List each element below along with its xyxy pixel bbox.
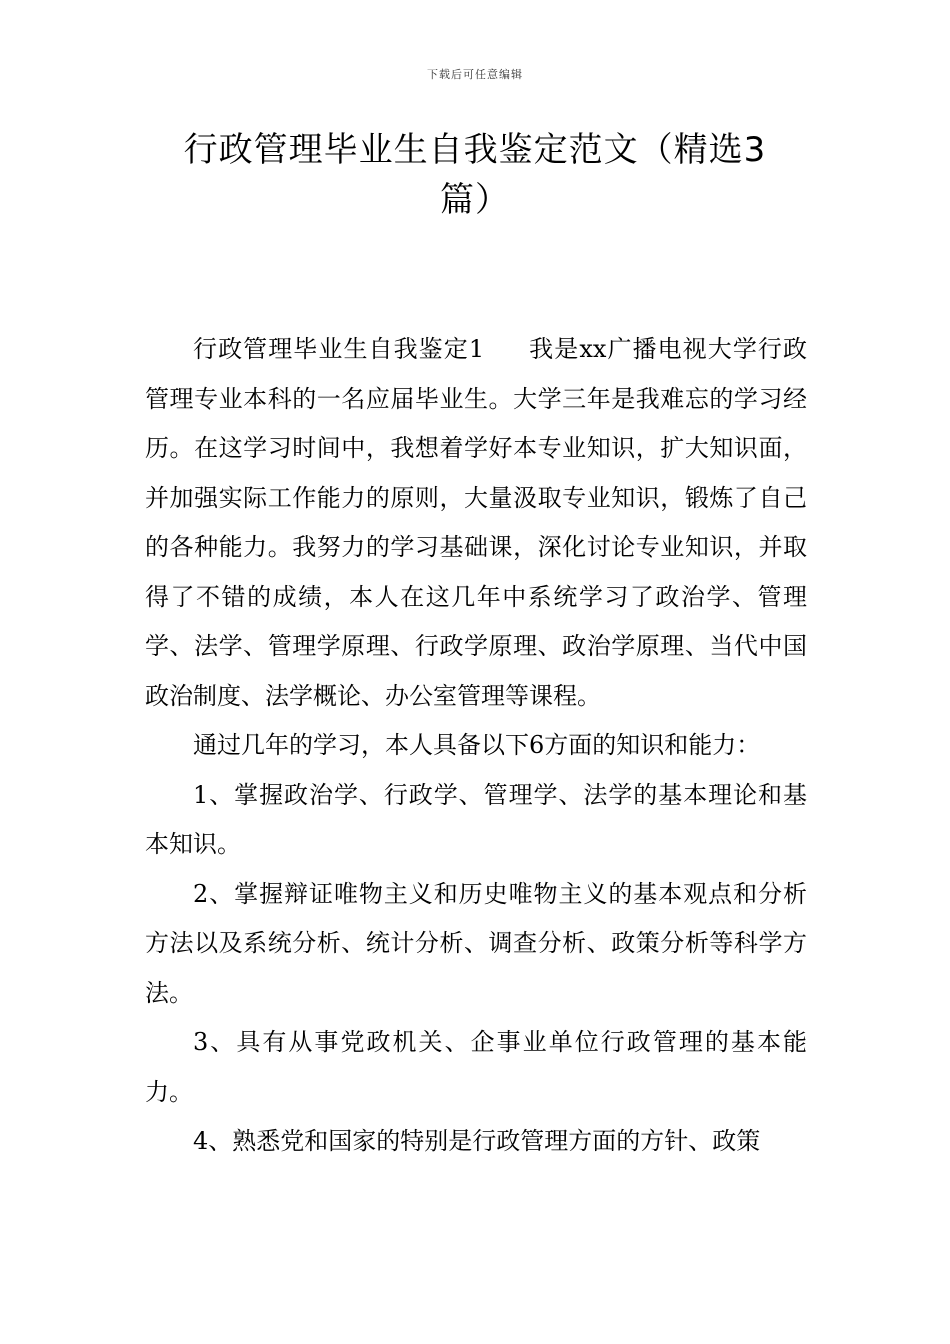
paragraph: 通过几年的学习，本人具备以下6方面的知识和能力： (193, 731, 761, 759)
paragraph-item-2: 2、掌握辩证唯物主义和历史唯物主义的基本观点和分析方法以及系统分析、统计分析、调查分析、政策分析等科学方法。 (145, 879, 807, 1007)
paragraph-item-4: 4、熟悉党和国家的特别是行政管理方面的方针、政策 (193, 1127, 761, 1155)
document-body (145, 325, 807, 1167)
section-heading: 行政管理毕业生自我鉴定1 (193, 335, 485, 363)
paragraph-item-3: 3、具有从事党政机关、企事业单位行政管理的基本能力。 (145, 1028, 807, 1106)
document-title: 行政管理毕业生自我鉴定范文（精选3篇） (183, 130, 767, 220)
page-header-note: 下载后可任意编辑 (427, 68, 523, 81)
paragraph-intro (145, 325, 807, 721)
paragraph-text: 我是xx广播电视大学行政管理专业本科的一名应届毕业生。大学三年是我难忘的学习经历。在这学习时间中，我想着学好本专业知识，扩大知识面，并加强实际工作能力的原则，大量汲取专业知识，锻炼了自己的各种能力。我努力的学习基础课，深化讨论专业知识，并取得了不错的成绩，本人在这几年中系统学习了政治学、管理学、法学、管理学原理、行政学原理、政治学原理、当代中国政治制度、法学概论、办公室管理等课程。 (145, 335, 807, 710)
paragraph-item-1: 1、掌握政治学、行政学、管理学、法学的基本理论和基本知识。 (145, 780, 807, 858)
